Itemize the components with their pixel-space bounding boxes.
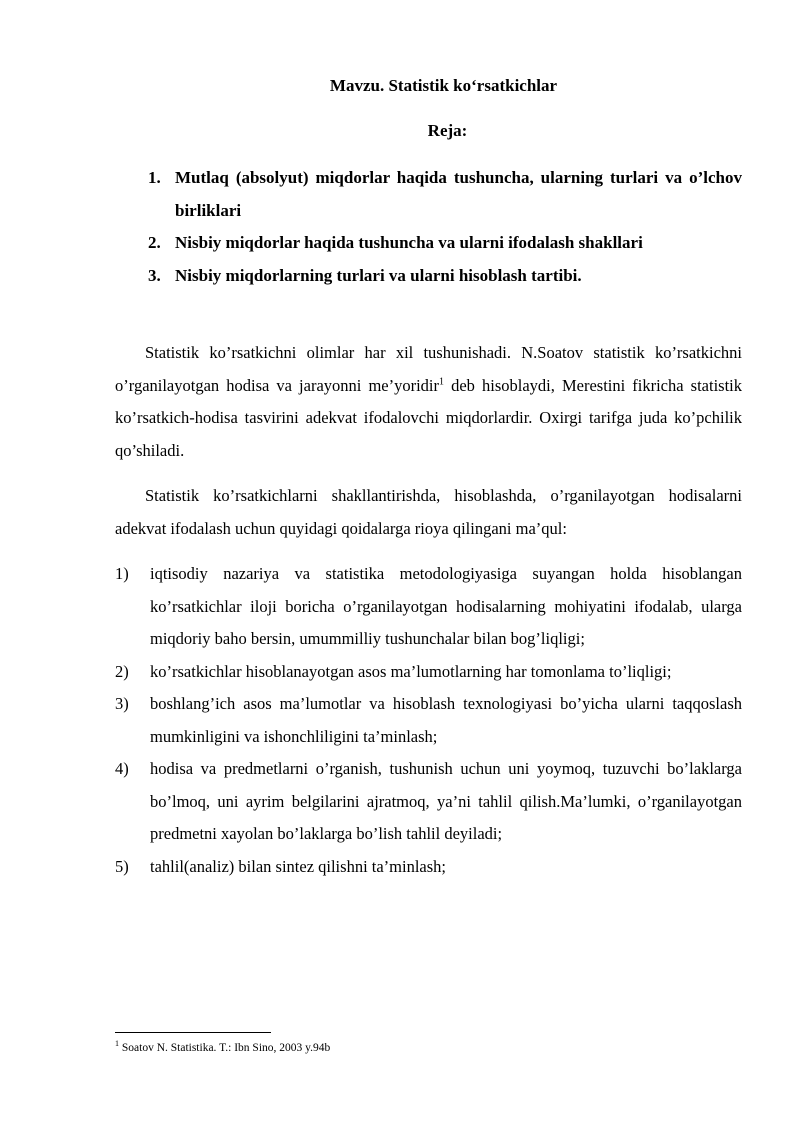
- plan-item: [148, 227, 742, 260]
- rule-item: [115, 558, 742, 656]
- footnote-separator: [115, 1032, 271, 1033]
- rule-item-number: 3): [115, 694, 129, 713]
- plan-heading: Reja:: [427, 121, 468, 140]
- rule-item-number: 1): [115, 564, 129, 583]
- page-title: Mavzu. Statistik ko‘rsatkichlar: [329, 76, 558, 95]
- rule-item: [115, 688, 742, 753]
- rule-item-number: 2): [115, 661, 129, 681]
- rule-item: [115, 656, 742, 689]
- plan-item-number: 3.: [148, 265, 161, 285]
- rule-item-number: 5): [115, 856, 129, 876]
- rule-item-text: tahlil(analiz) bilan sintez qilishni ta’minlash;: [150, 856, 447, 876]
- rule-item-number: 4): [115, 759, 129, 778]
- plan-item: [148, 260, 742, 293]
- plan-item-number: 2.: [148, 233, 161, 252]
- footnote-text: Soatov N. Statistika. T.: Ibn Sino, 2003 y.94b: [119, 1042, 331, 1054]
- intro-text-before-ref: Statistik ko’rsatkichni olimlar har xil tushunishadi. N.Soatov statistik ko’rsatkichni o’rganilayotgan hodisa va jarayonni me’yoridir: [115, 343, 742, 395]
- rule-item-text: hodisa va predmetlarni o’rganish, tushunish uchun uni yoymoq, tuzuvchi bo’laklarga bo’lmoq, uni ayrim belgilarini ajratmoq, ya’ni tahlil qilish.Ma’lumki, o’rganilayotgan predmetni xayolan bo’laklarga bo’lish tahlil deyiladi;: [150, 759, 742, 843]
- rule-item: [115, 851, 742, 884]
- intro-text-after-ref: deb hisoblaydi, Merestini fikricha statistik ko’rsatkich-hodisa tasvirini adekvat ifodalovchi miqdorlardir. Oxirgi tarifga juda ko’pchilik qo’shiladi.: [115, 375, 742, 460]
- plan-item-text: Mutlaq (absolyut) miqdorlar haqida tushuncha, ularning turlari va o’lchov birliklari: [175, 168, 742, 220]
- footnote: [115, 1040, 330, 1056]
- footnote-marker: 1: [115, 1039, 119, 1049]
- plan-item-text: Nisbiy miqdorlar haqida tushuncha va ularni ifodalash shakllari: [175, 233, 643, 252]
- rule-item: [115, 753, 742, 851]
- plan-item-number: 1.: [148, 168, 161, 187]
- plan-item-text: Nisbiy miqdorlarning turlari va ularni hisoblash tartibi.: [175, 265, 582, 285]
- footnote-reference[interactable]: 1: [439, 376, 445, 387]
- rules-intro-paragraph: Statistik ko’rsatkichlarni shakllantirishda, hisoblashda, o’rganilayotgan hodisalarni adekvat ifodalash uchun quyidagi qoidalarga rioya qilingani ma’qul:: [115, 486, 742, 538]
- rule-item-text: boshlang’ich asos ma’lumotlar va hisoblash texnologiyasi bo’yicha ularni taqqoslash mumkinligini va ishonchliligini ta’minlash;: [150, 694, 742, 746]
- rule-item-text: iqtisodiy nazariya va statistika metodologiyasiga suyangan holda hisoblangan ko’rsatkichlar iloji boricha o’rganilayotgan hodisalarning mohiyatini ifodalab, ularga miqdoriy baho bersin, umummilliy tushunchalar bilan bog’liqligi;: [150, 564, 742, 648]
- rules-list: [115, 558, 742, 883]
- rule-item-text: ko’rsatkichlar hisoblanayotgan asos ma’lumotlarning har tomonlama to’liqligi;: [150, 661, 672, 681]
- plan-item: [148, 162, 742, 227]
- plan-list: [148, 162, 742, 292]
- intro-paragraph: [115, 337, 742, 467]
